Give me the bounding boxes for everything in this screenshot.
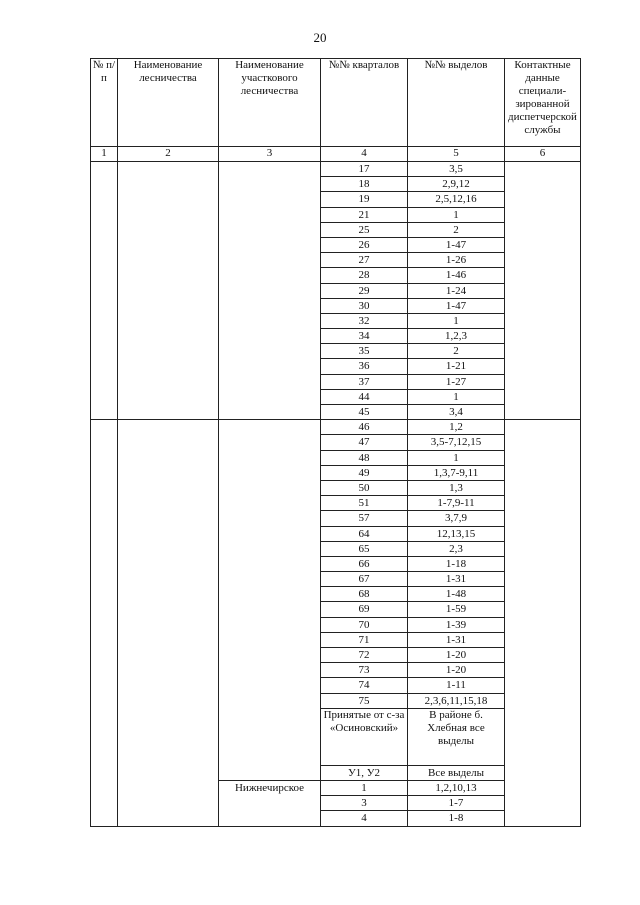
quarter-cell: 69 [321,602,408,617]
quarter-cell: 46 [321,420,408,435]
allotment-cell: 2,9,12 [408,177,505,192]
allotment-cell: 1-46 [408,268,505,283]
quarter-cell: Принятые от с-за «Осиновский» [321,708,408,765]
allotment-cell: 2,3 [408,541,505,556]
quarter-cell: 28 [321,268,408,283]
allotment-cell: 1-31 [408,632,505,647]
num-cell [91,420,118,826]
header-quarters: №№ кварталов [321,59,408,147]
allotment-cell: 1 [408,207,505,222]
allotment-cell: 1-7 [408,796,505,811]
allotment-cell: 1 [408,313,505,328]
quarter-cell: 27 [321,253,408,268]
forestry-cell [118,420,219,826]
allotment-cell: 3,4 [408,405,505,420]
contacts-cell [505,162,581,420]
district-cell [219,420,321,781]
allotment-cell: 2,3,6,11,15,18 [408,693,505,708]
district-cell [219,162,321,420]
quarter-cell: 70 [321,617,408,632]
allotment-cell: 3,7,9 [408,511,505,526]
contacts-cell [505,420,581,826]
quarter-cell: 30 [321,298,408,313]
allotment-cell: 1-47 [408,298,505,313]
allotment-cell: 1,3,7-9,11 [408,465,505,480]
quarter-cell: 64 [321,526,408,541]
allotment-cell: 1,3 [408,480,505,495]
table-row [91,420,581,435]
quarter-cell: 34 [321,329,408,344]
header-allotments: №№ выделов [408,59,505,147]
allotment-cell: 1-21 [408,359,505,374]
quarter-cell: 44 [321,389,408,404]
quarter-cell: 47 [321,435,408,450]
allotment-cell: 1-48 [408,587,505,602]
allotment-cell: 1-24 [408,283,505,298]
column-number: 4 [321,147,408,162]
quarter-cell: 49 [321,465,408,480]
allotment-cell: 12,13,15 [408,526,505,541]
quarter-cell: 75 [321,693,408,708]
column-number: 1 [91,147,118,162]
quarter-cell: 35 [321,344,408,359]
quarter-cell: 36 [321,359,408,374]
allotment-cell: 2,5,12,16 [408,192,505,207]
allotment-cell: 3,5-7,12,15 [408,435,505,450]
allotment-cell: 1,2,10,13 [408,780,505,795]
quarter-cell: 67 [321,572,408,587]
quarter-cell: 25 [321,222,408,237]
quarter-cell: 37 [321,374,408,389]
quarter-cell: 71 [321,632,408,647]
column-number: 3 [219,147,321,162]
allotment-cell: 1-20 [408,663,505,678]
allotment-cell: 1-11 [408,678,505,693]
quarter-cell: 18 [321,177,408,192]
quarter-cell: 51 [321,496,408,511]
quarter-cell: 66 [321,556,408,571]
quarter-cell: 48 [321,450,408,465]
quarter-cell: 21 [321,207,408,222]
allotment-cell: 1-7,9-11 [408,496,505,511]
header-row [91,59,581,147]
allotment-cell: 1-8 [408,811,505,826]
forestry-cell [118,162,219,420]
column-number: 6 [505,147,581,162]
allotment-cell: 2 [408,344,505,359]
quarter-cell: 57 [321,511,408,526]
quarter-cell: 72 [321,648,408,663]
allotment-cell: 1,2,3 [408,329,505,344]
column-number: 2 [118,147,219,162]
allotment-cell: 1,2 [408,420,505,435]
allotment-cell: 1-26 [408,253,505,268]
quarter-cell: 1 [321,780,408,795]
quarter-cell: 74 [321,678,408,693]
allotment-cell: 2 [408,222,505,237]
page-number: 20 [313,30,327,45]
header-district-forestry: Наименование участкового лесничества [219,59,321,147]
quarter-cell: 65 [321,541,408,556]
quarter-cell: 45 [321,405,408,420]
quarter-cell: 68 [321,587,408,602]
forest-quarters-table [90,58,581,827]
allotment-cell: 1 [408,389,505,404]
column-number-row [91,147,581,162]
table-row [91,162,581,177]
quarter-cell: 3 [321,796,408,811]
quarter-cell: 17 [321,162,408,177]
num-cell [91,162,118,420]
allotment-cell: В районе б. Хлебная все выделы [408,708,505,765]
allotment-cell: 1-18 [408,556,505,571]
quarter-cell: 19 [321,192,408,207]
quarter-cell: 4 [321,811,408,826]
quarter-cell: 50 [321,480,408,495]
quarter-cell: 73 [321,663,408,678]
allotment-cell: 1-20 [408,648,505,663]
quarter-cell: 29 [321,283,408,298]
quarter-cell: 32 [321,313,408,328]
allotment-cell: 1-27 [408,374,505,389]
allotment-cell: Все выделы [408,765,505,780]
header-num: № п/п [91,59,118,147]
district-name-cell: Нижнечирское [219,780,321,826]
header-contacts: Контактные данные специали-зированной диспетчерской службы [505,59,581,147]
allotment-cell: 1-47 [408,237,505,252]
header-forestry: Наименование лесничества [118,59,219,147]
quarter-cell: 26 [321,237,408,252]
allotment-cell: 1 [408,450,505,465]
quarter-cell: У1, У2 [321,765,408,780]
allotment-cell: 3,5 [408,162,505,177]
allotment-cell: 1-59 [408,602,505,617]
allotment-cell: 1-31 [408,572,505,587]
allotment-cell: 1-39 [408,617,505,632]
column-number: 5 [408,147,505,162]
